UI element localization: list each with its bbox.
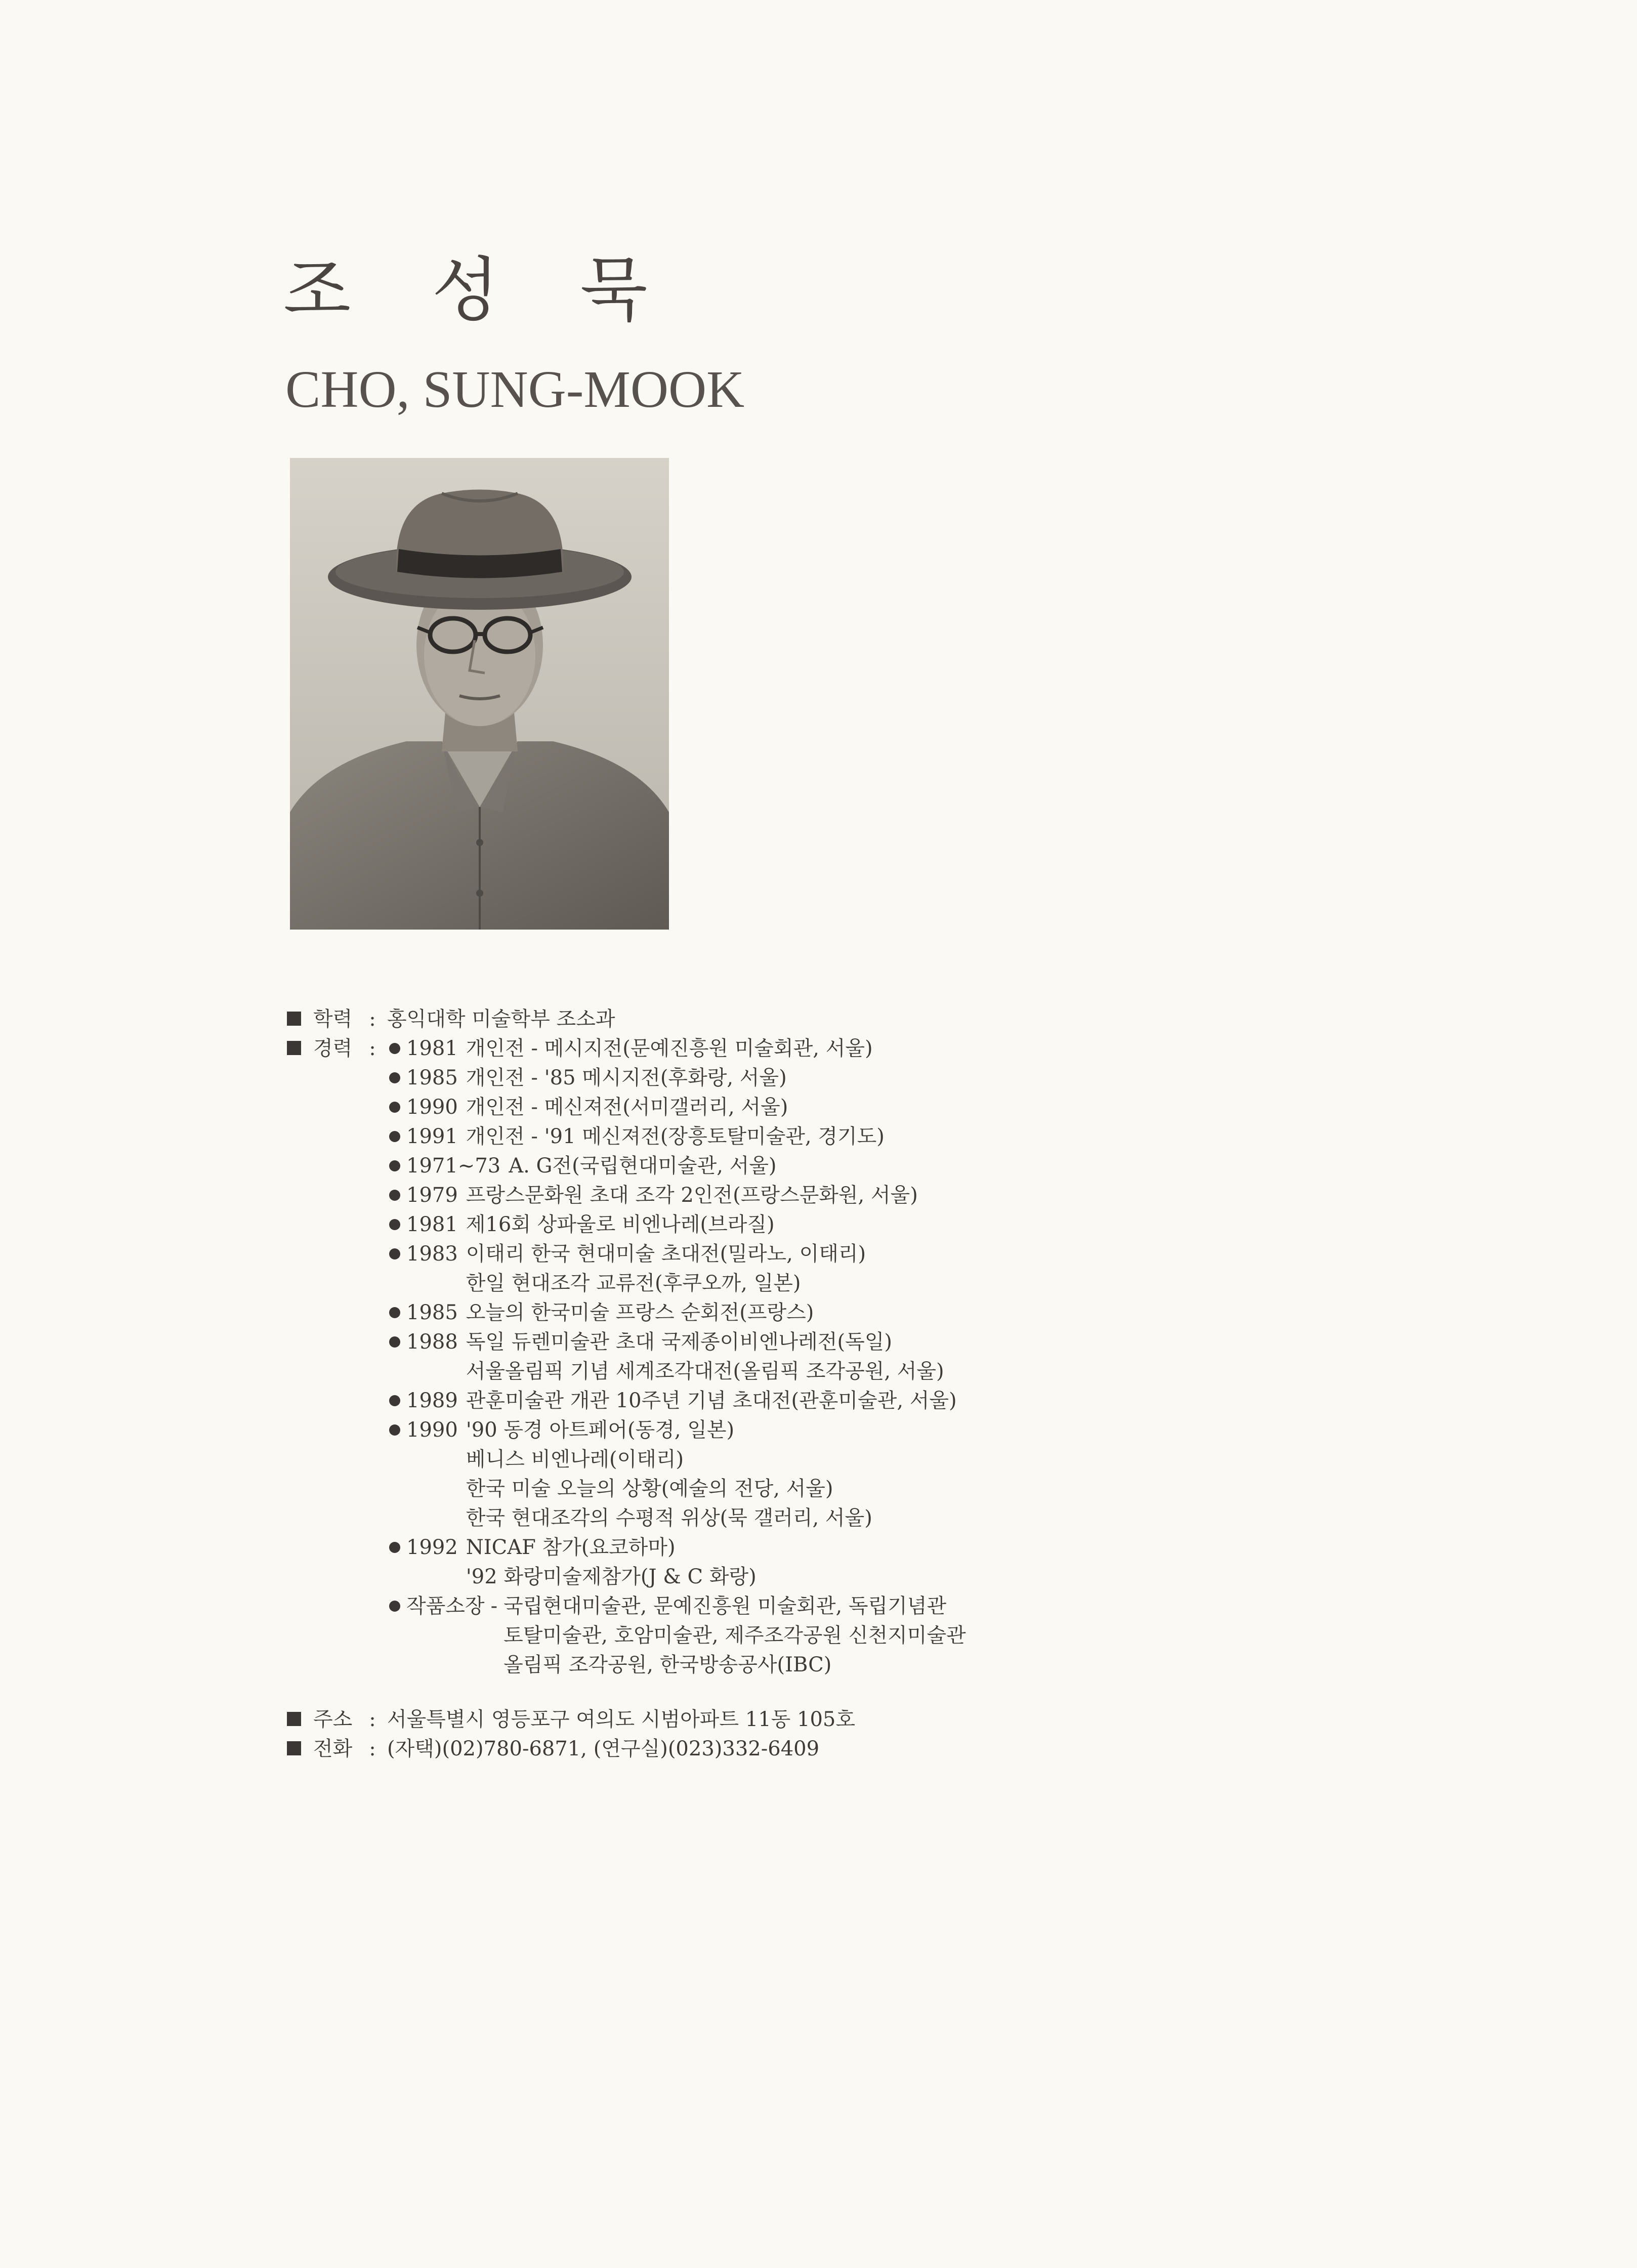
education-label: 학력 [313, 1007, 353, 1031]
career-entry [387, 1151, 966, 1181]
collection-list [503, 1591, 966, 1679]
career-year: 1992 [406, 1536, 458, 1559]
career-year: 1989 [406, 1389, 458, 1412]
career-line: A. G전(국립현대미술관, 서울) [509, 1154, 777, 1178]
address-text: 서울특별시 영등포구 여의도 시범아파트 11동 105호 [387, 1708, 855, 1731]
career-line: 이태리 한국 현대미술 초대전(밀라노, 이태리) [466, 1242, 866, 1266]
career-line: '90 동경 아트페어(동경, 일본) [466, 1418, 735, 1442]
career-description [466, 1181, 918, 1210]
bullet-icon [389, 1072, 400, 1083]
career-line: 개인전 - 메신져전(서미갤러리, 서울) [466, 1096, 788, 1119]
career-description [466, 1063, 787, 1093]
career-line: 개인전 - '85 메시지전(후화랑, 서울) [466, 1066, 787, 1089]
bullet-icon [389, 1102, 400, 1113]
career-description [466, 1210, 775, 1239]
career-label: 경력 [313, 1037, 353, 1060]
career-entry [387, 1181, 966, 1210]
phone-colon: : [369, 1737, 376, 1760]
career-description [466, 1415, 872, 1533]
career-year: 1990 [406, 1096, 458, 1119]
career-list [387, 1034, 966, 1679]
black-square-icon [287, 1041, 301, 1055]
artist-portrait-photo [290, 458, 669, 930]
career-line: '92 화랑미술제참가(J & C 화랑) [466, 1565, 757, 1588]
career-description [466, 1239, 866, 1298]
black-square-icon [287, 1712, 301, 1726]
career-year: 1981 [406, 1213, 458, 1236]
bullet-icon [389, 1131, 400, 1142]
career-line: 서울올림픽 기념 세계조각대전(올림픽 조각공원, 서울) [466, 1360, 944, 1383]
collection-line: 국립현대미술관, 문예진흥원 미술회관, 독립기념관 [503, 1594, 947, 1618]
bullet-icon [389, 1219, 400, 1230]
career-year: 1991 [406, 1125, 458, 1148]
address-label: 주소 [313, 1708, 353, 1731]
career-year: 1988 [406, 1330, 458, 1354]
career-header-row [286, 1034, 1399, 1679]
collection-line: 토탈미술관, 호암미술관, 제주조각공원 신천지미술관 [503, 1624, 966, 1647]
career-entry [387, 1122, 966, 1151]
bullet-icon [389, 1160, 400, 1171]
career-description [466, 1533, 757, 1591]
career-description [466, 1298, 814, 1327]
black-square-icon [287, 1741, 301, 1755]
bullet-icon [389, 1601, 400, 1612]
bullet-icon [389, 1190, 400, 1201]
career-description [466, 1122, 885, 1151]
career-entry [387, 1533, 966, 1591]
phone-label: 전화 [313, 1737, 353, 1760]
career-description [466, 1093, 788, 1122]
career-entry [387, 1327, 966, 1386]
bullet-icon [389, 1336, 400, 1348]
career-year: 1979 [406, 1184, 458, 1207]
bullet-icon [389, 1395, 400, 1406]
career-year: 1971~73 [406, 1154, 501, 1178]
career-line: 한국 미술 오늘의 상황(예술의 전당, 서울) [466, 1477, 833, 1500]
career-year: 1983 [406, 1242, 458, 1266]
phone-text: (자택)(02)780-6871, (연구실)(023)332-6409 [387, 1737, 820, 1760]
career-entry [387, 1063, 966, 1093]
career-line: 프랑스문화원 초대 조각 2인전(프랑스문화원, 서울) [466, 1184, 918, 1207]
career-year: 1985 [406, 1301, 458, 1324]
career-entry [387, 1386, 966, 1415]
bullet-icon [389, 1248, 400, 1259]
bullet-icon [389, 1542, 400, 1553]
career-line: 개인전 - 메시지전(문예진흥원 미술회관, 서울) [466, 1037, 873, 1060]
career-line: 한국 현대조각의 수평적 위상(묵 갤러리, 서울) [466, 1506, 872, 1530]
biography-info [286, 1004, 1399, 1763]
career-line: 베니스 비엔나레(이태리) [466, 1448, 684, 1471]
career-line: 개인전 - '91 메신져전(장흥토탈미술관, 경기도) [466, 1125, 885, 1148]
career-year: 1990 [406, 1418, 458, 1442]
education-text: 홍익대학 미술학부 조소과 [387, 1007, 615, 1031]
bullet-icon [389, 1307, 400, 1318]
career-description [466, 1034, 873, 1063]
bullet-icon [389, 1424, 400, 1436]
career-line: 한일 현대조각 교류전(후쿠오까, 일본) [466, 1272, 801, 1295]
name-korean: 조 성 묵 [283, 249, 677, 331]
bullet-icon [389, 1043, 400, 1054]
career-entry [387, 1093, 966, 1122]
career-entry [387, 1034, 966, 1063]
career-entry [387, 1239, 966, 1298]
career-entry [387, 1298, 966, 1327]
address-colon: : [369, 1708, 376, 1731]
career-line: 독일 듀렌미술관 초대 국제종이비엔나레전(독일) [466, 1330, 892, 1354]
career-description [466, 1386, 957, 1415]
collection-line: 올림픽 조각공원, 한국방송공사(IBC) [503, 1653, 832, 1676]
career-entry [387, 1415, 966, 1533]
education-row [286, 1004, 1399, 1034]
collection-entry [387, 1591, 966, 1679]
career-colon: : [369, 1037, 376, 1060]
collection-label: 작품소장 [406, 1594, 485, 1618]
career-line: 제16회 상파울로 비엔나레(브라질) [466, 1213, 775, 1236]
career-line: 관훈미술관 개관 10주년 기념 초대전(관훈미술관, 서울) [466, 1389, 957, 1412]
collection-dash: - [490, 1594, 498, 1618]
education-colon: : [369, 1007, 376, 1031]
career-description [509, 1151, 776, 1181]
career-description [466, 1327, 944, 1386]
career-year: 1985 [406, 1066, 458, 1089]
name-english: CHO, SUNG-MOOK [285, 360, 745, 418]
career-year: 1981 [406, 1037, 458, 1060]
career-line: 오늘의 한국미술 프랑스 순회전(프랑스) [466, 1301, 814, 1324]
phone-row [286, 1734, 1399, 1763]
address-row [286, 1705, 1399, 1734]
black-square-icon [287, 1012, 301, 1026]
career-entry [387, 1210, 966, 1239]
career-line: NICAF 참가(요코하마) [466, 1536, 676, 1559]
